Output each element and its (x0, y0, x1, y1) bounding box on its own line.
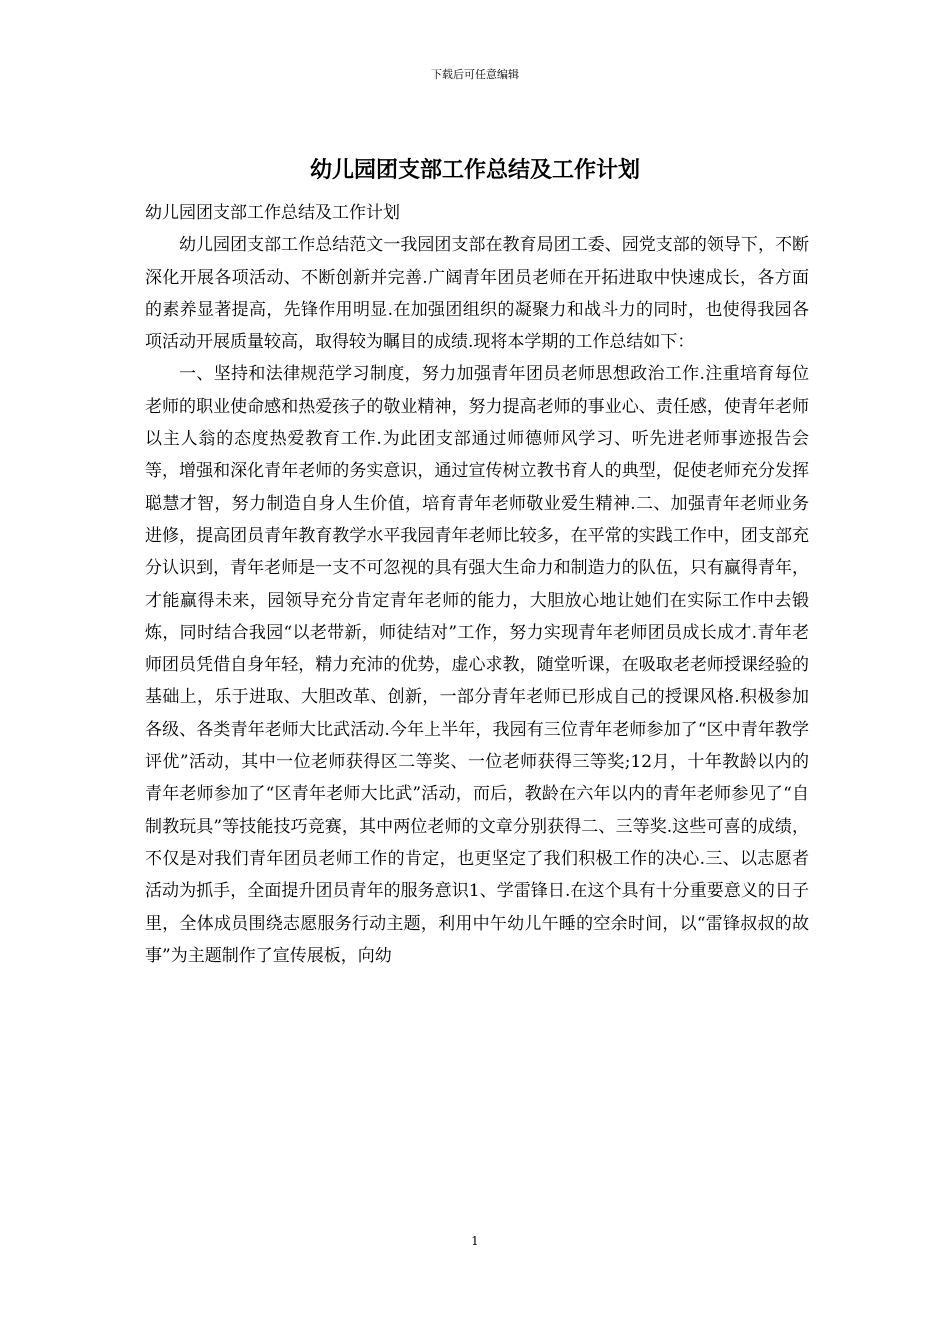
header-note: 下载后可任意编辑 (431, 68, 519, 81)
document-subtitle: 幼儿园团支部工作总结及工作计划 (145, 203, 400, 223)
paragraph-intro: 幼儿园团支部工作总结范文一我园团支部在教育局团工委、园党支部的领导下，不断深化开展各项活动、不断创新并完善.广阔青年团员老师在开拓进取中快速成长，各方面的素养显著提高，先锋作用明显.在加强团组织的凝聚力和战斗力的同时，也使得我园各项活动开展质量较高，取得较为瞩目的成绩.现将本学期的工作总结如下： (145, 235, 809, 353)
document-body (145, 197, 809, 972)
document-title: 幼儿园团支部工作总结及工作计划 (309, 158, 640, 183)
page-number: 1 (471, 1234, 479, 1248)
paragraph-main: 一、坚持和法律规范学习制度，努力加强青年团员老师思想政治工作.注重培育每位老师的职业使命感和热爱孩子的敬业精神，努力提高老师的事业心、责任感，使青年老师以主人翁的态度热爱教育工作.为此团支部通过师德师风学习、听先进老师事迹报告会等，增强和深化青年老师的务实意识，通过宣传树立教书育人的典型，促使老师充分发挥聪慧才智，努力制造自身人生价值，培育青年老师敬业爱生精神.二、加强青年老师业务进修，提高团员青年教育教学水平我园青年老师比较多，在平常的实践工作中，团支部充分认识到，青年老师是一支不可忽视的具有强大生命力和制造力的队伍，只有赢得青年，才能赢得未来，园领导充分肯定青年老师的能力，大胆放心地让她们在实际工作中去锻炼，同时结合我园“以老带新，师徒结对”工作，努力实现青年老师团员成长成才.青年老师团员凭借自身年轻，精力充沛的优势，虚心求教，随堂听课，在吸取老老师授课经验的基础上，乐于进取、大胆改革、创新，一部分青年老师已形成自己的授课风格.积极参加各级、各类青年老师大比武活动.今年上半年，我园有三位青年老师参加了“区中青年教学评优”活动，其中一位老师获得区二等奖、一位老师获得三等奖;12月，十年教龄以内的青年老师参加了“区青年老师大比武”活动，而后，教龄在六年以内的青年老师参见了“自制教玩具”等技能技巧竞赛，其中两位老师的文章分别获得二、三等奖.这些可喜的成绩，不仅是对我们青年团员老师工作的肯定，也更坚定了我们积极工作的决心.三、以志愿者活动为抓手，全面提升团员青年的服务意识1、学雷锋日.在这个具有十分重要意义的日子里，全体成员围绕志愿服务行动主题，利用中午幼儿午睡的空余时间，以“雷锋叔叔的故事”为主题制作了宣传展板，向幼 (145, 364, 809, 966)
